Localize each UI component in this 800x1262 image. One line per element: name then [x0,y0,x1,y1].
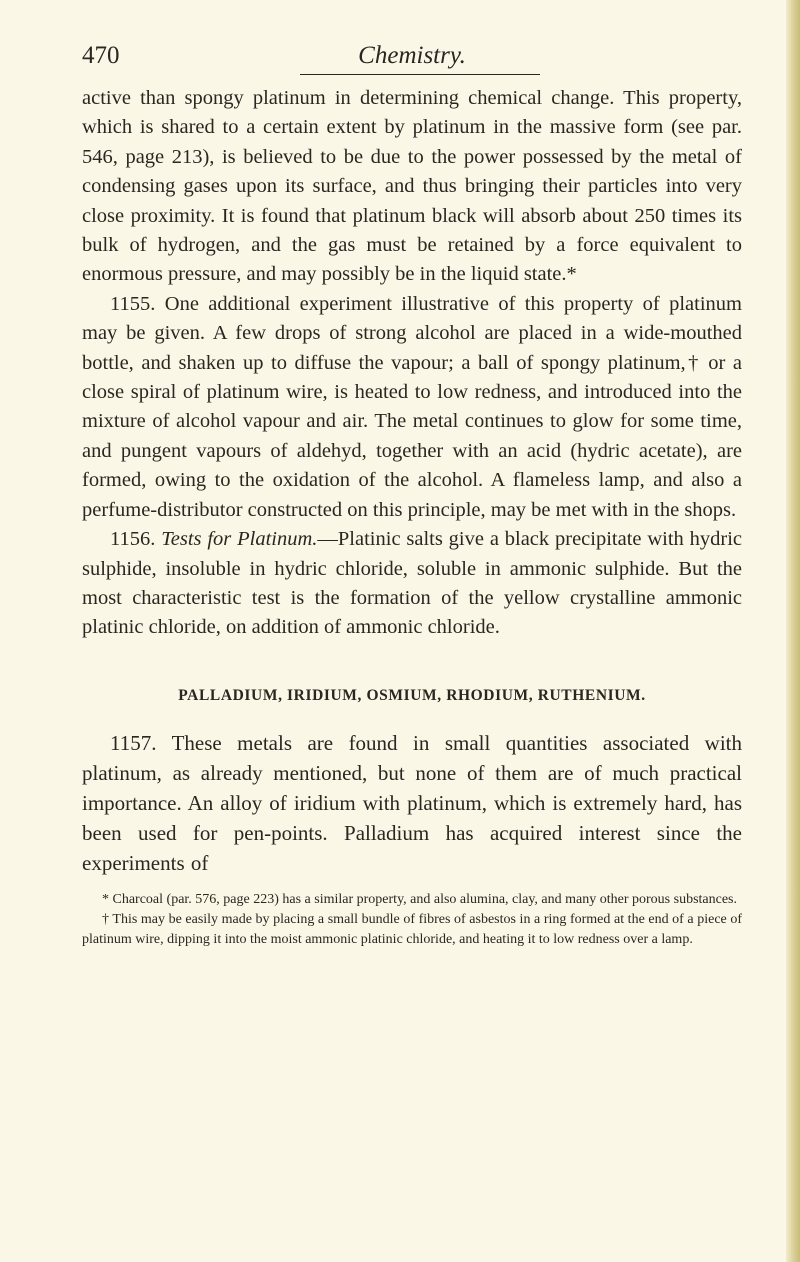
running-title: Chemistry. [358,42,466,69]
paragraph-1157 [82,728,742,878]
footnotes [82,890,742,950]
paragraph-number: 1155. [110,292,156,315]
header-rule [300,74,540,75]
paragraph-text: —Platinic salts give a black precipitate with hydric sulphide, insoluble in hydric chloride, soluble in ammonic sulphide. But the most characteristic test is the formation of the yellow crystalline ammonic platinic chloride, on addition of ammonic chloride. [82,528,743,639]
section-heading: PALLADIUM, IRIDIUM, OSMIUM, RHODIUM, RUTHENIUM. [178,686,646,704]
paragraph-continued: active than spongy platinum in determining chemical change. This property, which is shared to a certain extent by platinum in the massive form (see par. 546, page 213), is believed to be due to the power possessed by the metal of condensing gases upon its surface, and thus bringing their particles into very close proximity. It is found that platinum black will absorb about 250 times its bulk of hydrogen, and the gas must be retained by a force equivalent to enormous pressure, and may possibly be in the liquid state.* [82,87,742,286]
page-number: 470 [82,42,120,69]
paragraph-1155 [82,290,742,525]
page-edge [786,0,800,1262]
body-text [82,84,742,878]
page-header [82,36,742,76]
paragraph-number: 1157. [110,731,157,756]
footnote: * Charcoal (par. 576, page 223) has a similar property, and also alumina, clay, and many other porous substances. [102,892,738,908]
paragraph-title: Tests for Platinum. [161,528,318,551]
paragraph-text: One additional experiment illustrative of this property of platinum may be given. A few drops of strong alcohol are placed in a wide-mouthed bottle, and shaken up to diffuse the vapour; a ball of spongy platinum,† or a close spiral of platinum wire, is heated to low redness, and introduced into the mixture of alcohol vapour and air. The metal continues to glow for some time, and pungent vapours of aldehyd, together with an acid (hydric acetate), are formed, owing to the oxidation of the alcohol. A flameless lamp, and also a perfume-distributor constructed on this principle, may be met with in the shops. [82,292,742,521]
footnote: † This may be easily made by placing a small bundle of fibres of asbestos in a ring formed at the end of a piece of platinum wire, dipping it into the moist ammonic platinic chloride, and heating it to low redness over a lamp. [82,912,742,948]
paragraph-1156 [82,525,742,643]
paragraph-text: These metals are found in small quantities associated with platinum, as already mentioned, but none of them are of much practical importance. An alloy of iridium with platinum, which is extremely hard, has been used for pen-points. Palladium has acquired interest since the experiments of [82,731,743,876]
book-page [82,36,742,950]
paragraph-number: 1156. [110,528,156,551]
